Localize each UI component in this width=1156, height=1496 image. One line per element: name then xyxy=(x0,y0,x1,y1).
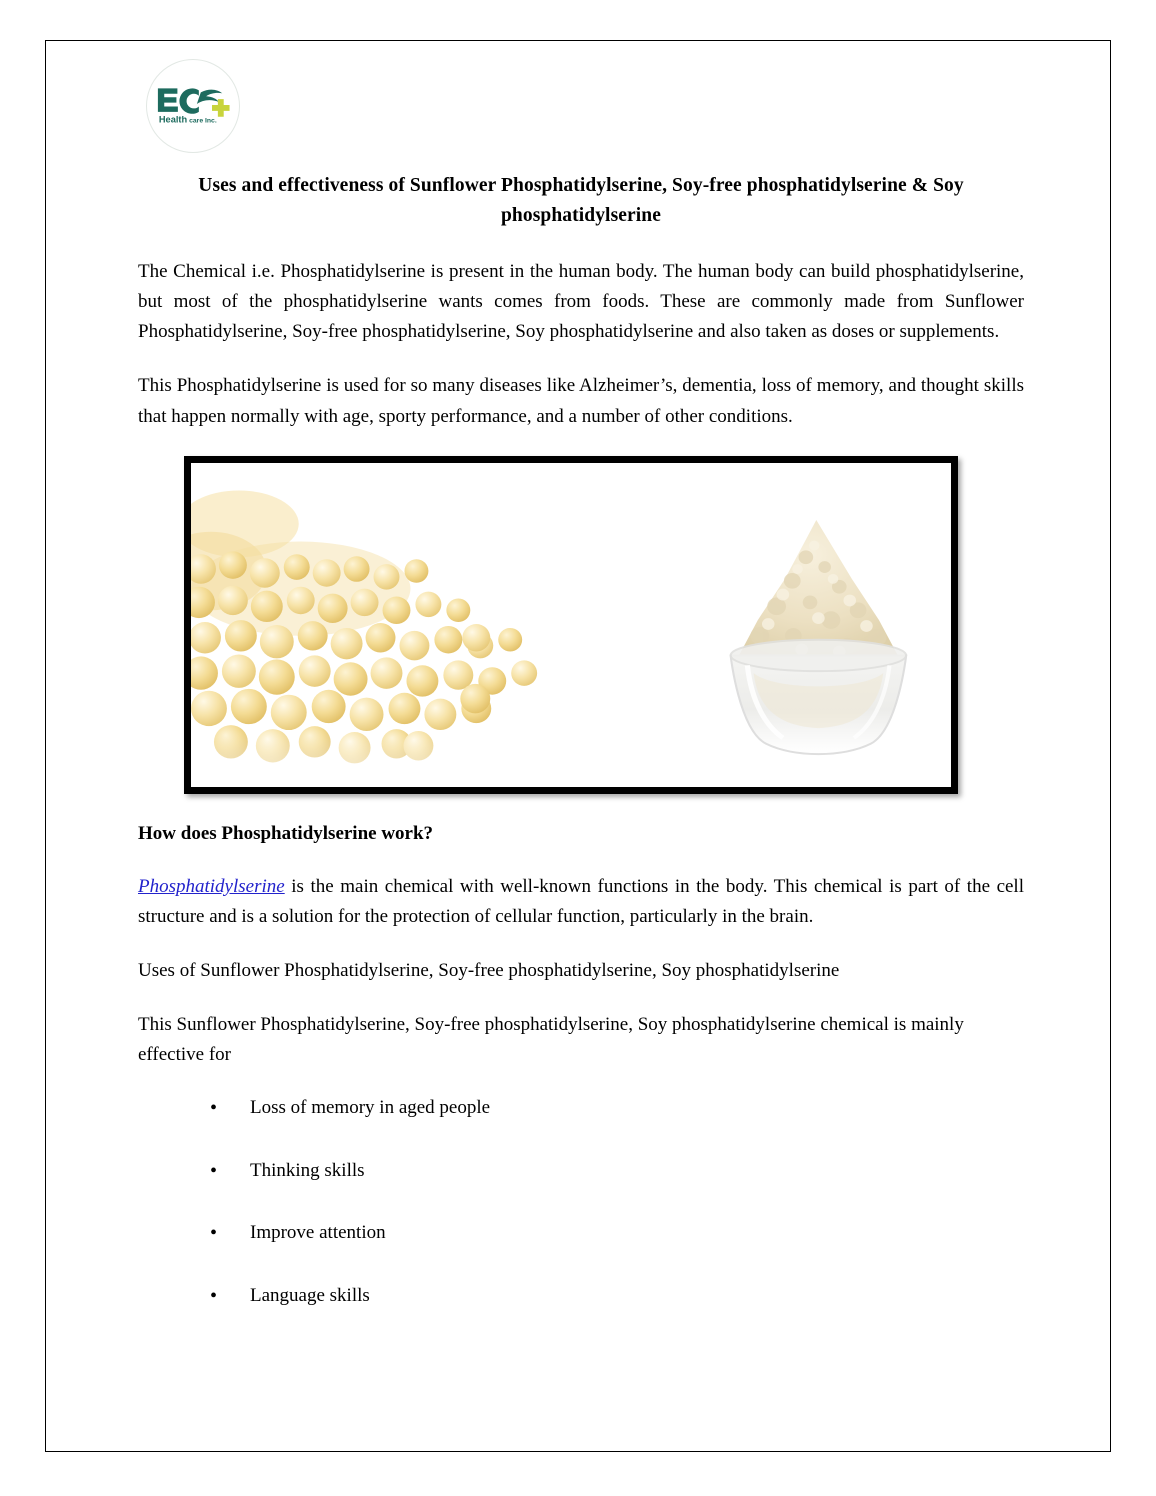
section-heading-how-it-works: How does Phosphatidylserine work? xyxy=(138,822,434,844)
figure-image-area xyxy=(191,463,951,787)
list-item: • Loss of memory in aged people xyxy=(210,1094,1024,1123)
ecs-healthcare-logo xyxy=(146,59,242,151)
mechanism-paragraph xyxy=(138,872,1024,932)
list-item: • Thinking skills xyxy=(210,1157,1024,1186)
page-title: Uses and effectiveness of Sunflower Phosphatidylserine, Soy-free phosphatidylserine & Soy phosphatidylserine xyxy=(198,175,964,227)
uses-list xyxy=(138,1094,1024,1310)
diseases-paragraph: This Phosphatidylserine is used for so many diseases like Alzheimer’s, dementia, loss of memory, and thought skills that happen normally with age, sporty performance, and a number of other conditions. xyxy=(138,375,1024,427)
logo-mark-icon xyxy=(154,81,232,129)
page-content xyxy=(138,59,1024,1344)
list-item: • Improve attention xyxy=(210,1219,1024,1248)
svg-text:Health: Health xyxy=(158,114,188,125)
svg-text:care Inc.: care Inc. xyxy=(189,117,217,125)
phosphatidylserine-link[interactable]: Phosphatidylserine xyxy=(138,876,285,898)
uses-subheading-paragraph: Uses of Sunflower Phosphatidylserine, Soy-free phosphatidylserine, Soy phosphatidylserine xyxy=(138,960,840,982)
effective-for-paragraph: This Sunflower Phosphatidylserine, Soy-free phosphatidylserine, Soy phosphatidylserine chemical is mainly effective for xyxy=(138,1014,964,1066)
list-item: • Language skills xyxy=(210,1282,1024,1311)
document-page xyxy=(45,40,1111,1452)
powder-bowl-illustration xyxy=(693,463,944,787)
soybeans-illustration xyxy=(191,463,670,787)
soybean-powder-figure xyxy=(184,456,958,794)
mechanism-paragraph-rest: is the main chemical with well-known functions in the body. This chemical is part of the cell structure and is a solution for the protection of cellular function, particularly in the brain. xyxy=(138,876,1024,928)
intro-paragraph: The Chemical i.e. Phosphatidylserine is present in the human body. The human body can build phosphatidylserine, but most of the phosphatidylserine wants comes from foods. These are commonly made from Sunflower Phosphatidylserine, Soy-free phosphatidylserine, Soy phosphatidylserine and also taken as doses or supplements. xyxy=(138,261,1024,343)
